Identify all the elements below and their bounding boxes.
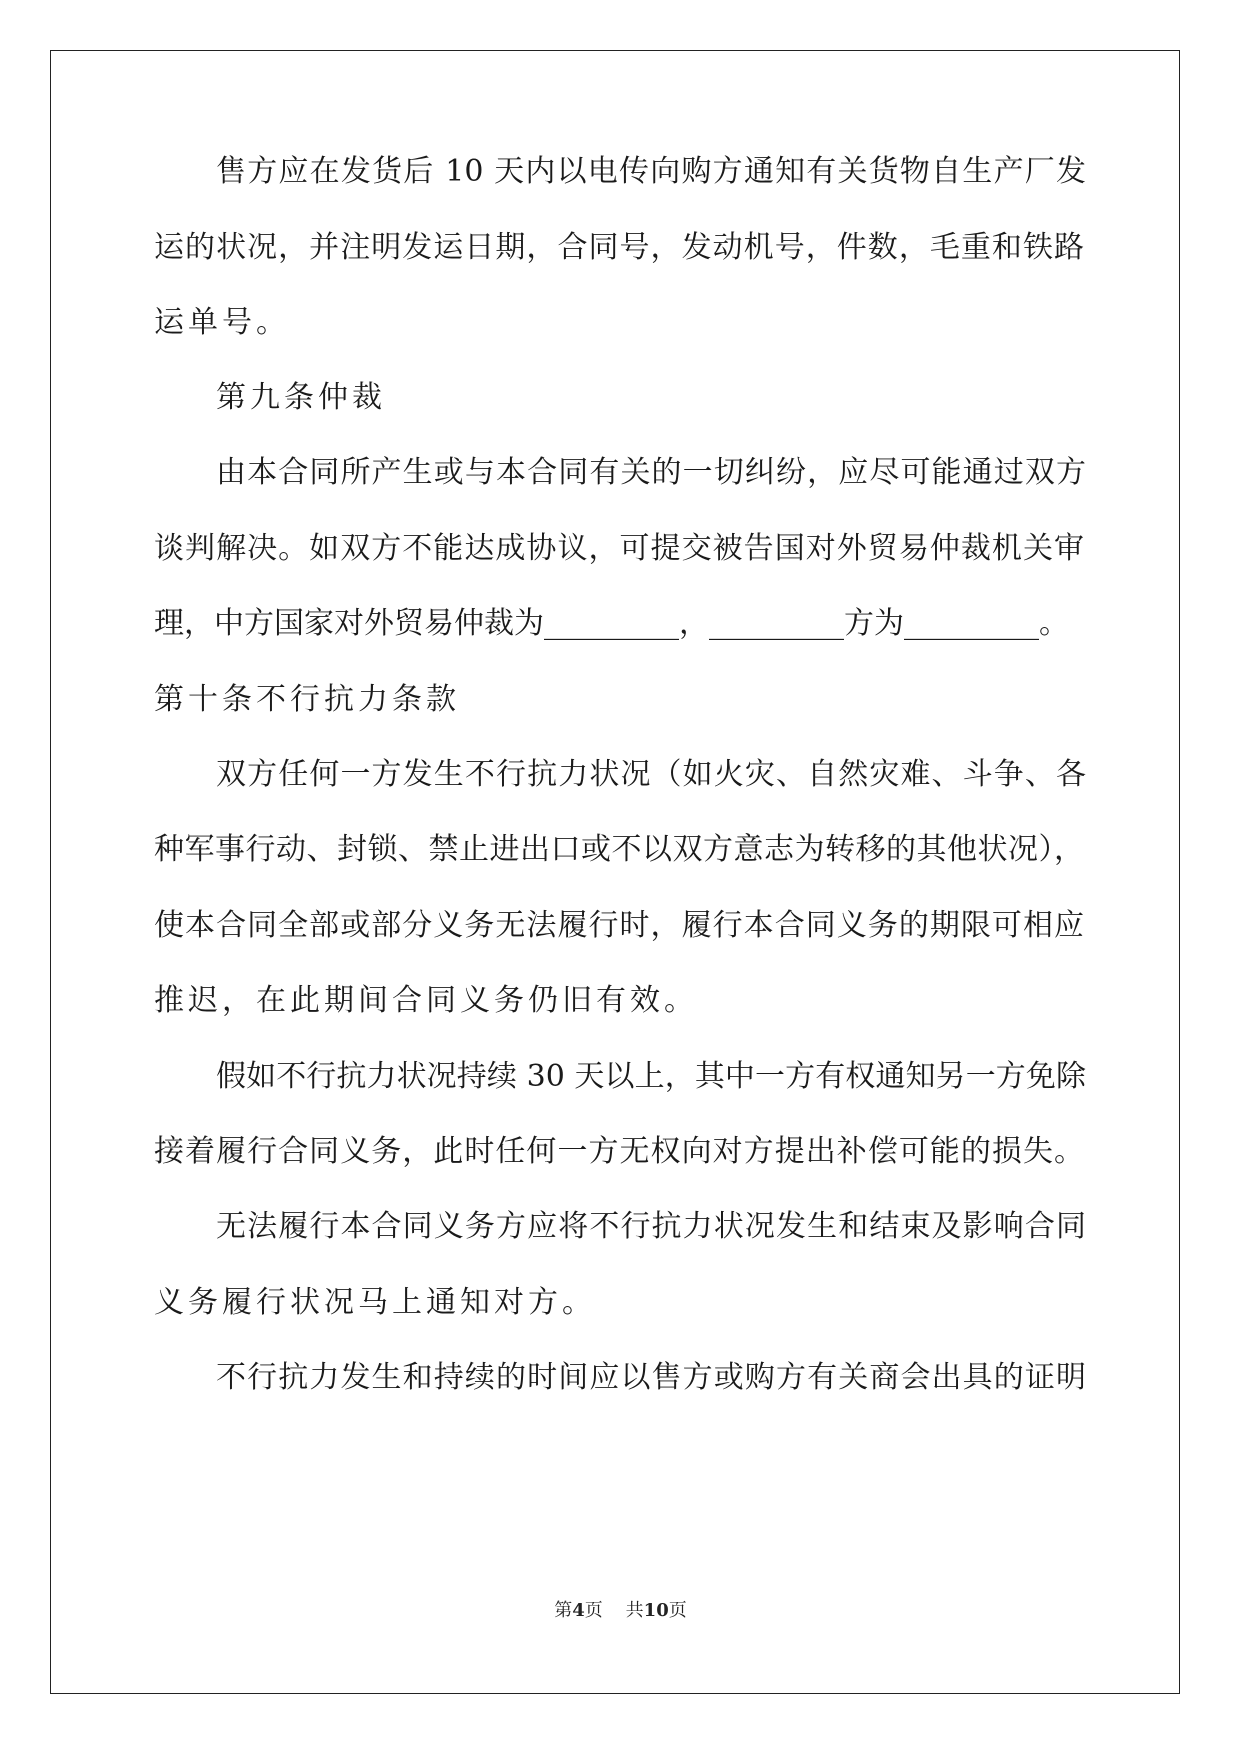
paragraph-line: 种军事行动、封锁、禁止进出口或不以双方意志为转移的其他状况）， [154, 832, 1084, 867]
total-pages: 10 [643, 1600, 669, 1621]
section-heading: 第十条不行抗力条款 [154, 682, 460, 717]
total-suffix: 页 [668, 1600, 687, 1621]
paragraph-line: 义务履行状况马上通知对方。 [154, 1285, 596, 1320]
paragraph-line: 谈判解决。如双方不能达成协议，可提交被告国对外贸易仲裁机关审 [154, 531, 1084, 566]
paragraph-line: 由本合同所产生或与本合同有关的一切纠纷，应尽可能通过双方 [216, 455, 1086, 490]
paragraph-line: 双方任何一方发生不行抗力状况（如火灾、自然灾难、斗争、各 [216, 757, 1086, 792]
paragraph-line: 售方应在发货后 10 天内以电传向购方通知有关货物自生产厂发 [216, 154, 1086, 189]
section-heading: 第九条仲裁 [216, 380, 386, 415]
paragraph-line: 推迟，在此期间合同义务仍旧有效。 [154, 983, 698, 1018]
page-suffix: 页 [584, 1600, 603, 1621]
paragraph-line: 运的状况，并注明发运日期，合同号，发动机号，件数，毛重和铁路 [154, 230, 1084, 265]
paragraph-line: 使本合同全部或部分义务无法履行时，履行本合同义务的期限可相应 [154, 908, 1084, 943]
paragraph-line: 不行抗力发生和持续的时间应以售方或购方有关商会出具的证明 [216, 1360, 1086, 1395]
total-prefix: 共 [625, 1600, 644, 1621]
page-border [50, 50, 1180, 1694]
paragraph-line: 运单号。 [154, 305, 290, 340]
page-prefix: 第 [554, 1600, 573, 1621]
paragraph-line: 接着履行合同义务，此时任何一方无权向对方提出补偿可能的损失。 [154, 1134, 1084, 1169]
paragraph-line: 假如不行抗力状况持续 30 天以上，其中一方有权通知另一方免除 [216, 1059, 1086, 1094]
paragraph-line: 无法履行本合同义务方应将不行抗力状况发生和结束及影响合同 [216, 1209, 1086, 1244]
paragraph-line: 理，中方国家对外贸易仲裁为_________，_________方为_________。 [154, 606, 1069, 641]
page-footer [0, 1596, 1241, 1622]
page-number: 4 [572, 1600, 585, 1621]
